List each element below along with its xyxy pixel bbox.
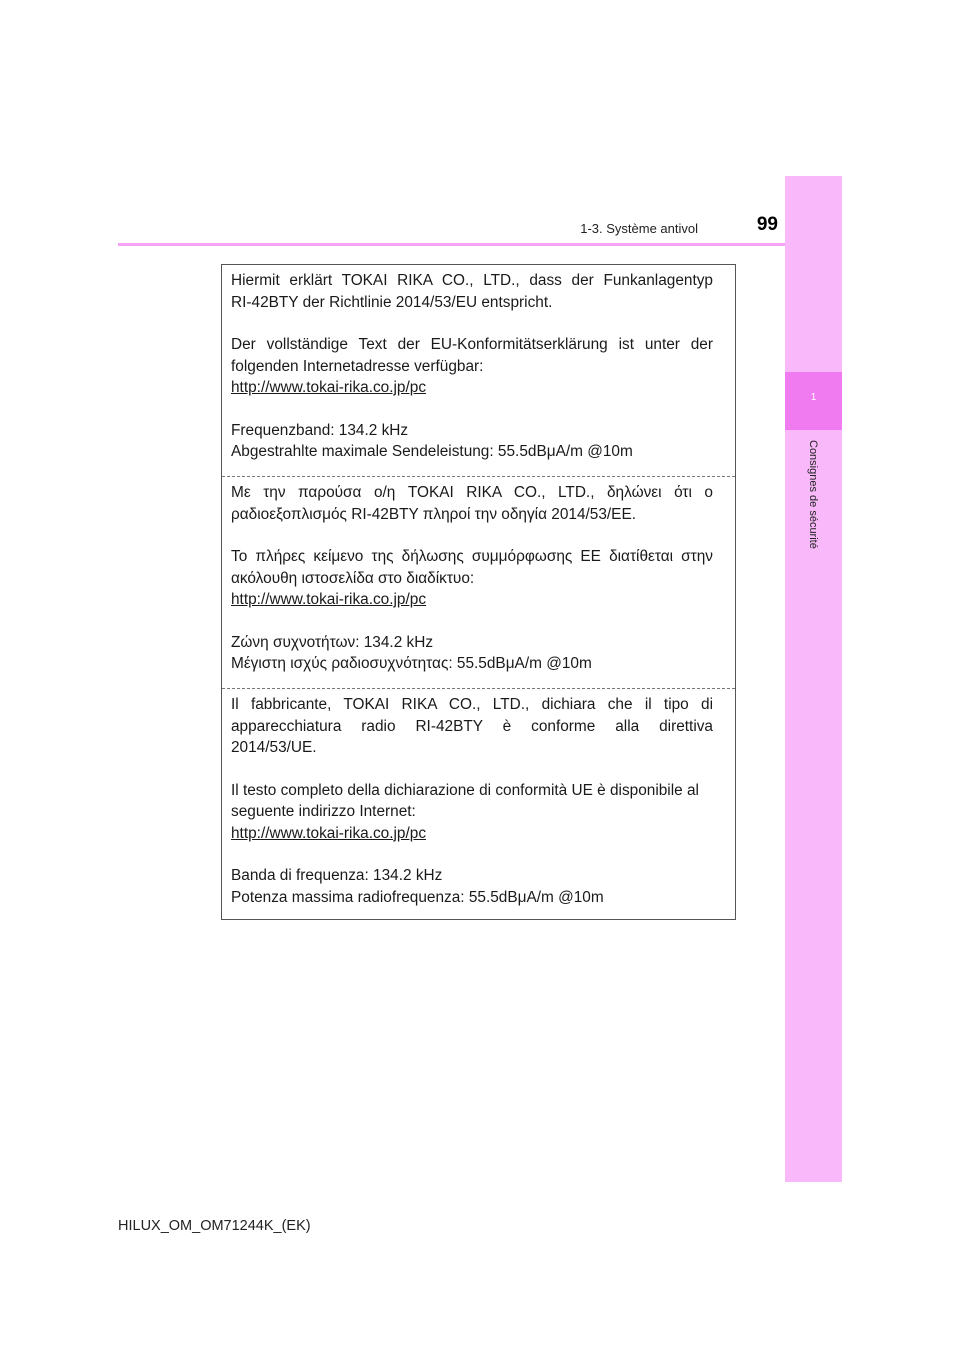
declaration-text-intro: seguente indirizzo Internet: <box>231 803 416 820</box>
declaration-german <box>222 265 735 463</box>
declaration-line: ραδιοεξοπλισμός RI-42BTY πληροί την οδηγία 2014/53/ΕΕ. <box>231 505 636 523</box>
section-title: 1-3. Système antivol <box>580 221 698 236</box>
declaration-text-intro: Der vollständige Text der EU-Konformitätserklärung ist unter der <box>231 336 713 353</box>
max-power: Μέγιστη ισχύς ραδιοσυχνότητας: 55.5dBμA/m @10m <box>231 655 592 672</box>
declaration-url-link[interactable]: http://www.tokai-rika.co.jp/pc <box>231 379 427 396</box>
declaration-text-intro: folgenden Internetadresse verfügbar: <box>231 357 484 375</box>
declaration-greek <box>222 477 735 675</box>
declaration-box <box>221 264 736 920</box>
max-power: Potenza massima radiofrequenza: 55.5dBμA/m @10m <box>231 888 604 906</box>
chapter-label: Consignes de sécurité <box>807 440 819 549</box>
declaration-text-intro: ακόλουθη ιστοσελίδα στο διαδίκτυο: <box>231 569 475 587</box>
declaration-text-intro: Il testo completo della dichiarazione di conformità UE è disponibile al <box>231 781 699 799</box>
declaration-line: Με την παρούσα ο/η TOKAI RIKA CO., LTD., δηλώνει ότι ο <box>231 484 713 501</box>
declaration-url-link[interactable]: http://www.tokai-rika.co.jp/pc <box>231 824 427 842</box>
declaration-line: Hiermit erklärt TOKAI RIKA CO., LTD., dass der Funkanlagentyp <box>231 272 713 289</box>
declaration-text-intro: Το πλήρες κείμενο της δήλωσης συμμόρφωσης ΕΕ διατίθεται στην <box>231 548 713 565</box>
declaration-line: RI-42BTY der Richtlinie 2014/53/EU entspricht. <box>231 293 553 311</box>
declaration-line: Il fabbricante, TOKAI RIKA CO., LTD., dichiara che il tipo di <box>231 696 713 713</box>
frequency-band: Banda di frequenza: 134.2 kHz <box>231 867 443 884</box>
declaration-italian <box>222 689 735 908</box>
footer-document-code: HILUX_OM_OM71244K_(EK) <box>118 1218 311 1234</box>
frequency-band: Ζώνη συχνοτήτων: 134.2 kHz <box>231 633 434 651</box>
declaration-url-link[interactable]: http://www.tokai-rika.co.jp/pc <box>231 591 427 608</box>
chapter-side-tab[interactable] <box>785 176 842 1182</box>
declaration-line: apparecchiatura radio RI-42BTY è conforme alla direttiva <box>231 717 713 735</box>
chapter-number: 1 <box>810 392 817 403</box>
frequency-band: Frequenzband: 134.2 kHz <box>231 421 409 439</box>
page-number: 99 <box>756 214 778 235</box>
header-rule <box>118 243 785 246</box>
max-power: Abgestrahlte maximale Sendeleistung: 55.5dBμA/m @10m <box>231 443 633 460</box>
declaration-line: 2014/53/UE. <box>231 739 317 756</box>
